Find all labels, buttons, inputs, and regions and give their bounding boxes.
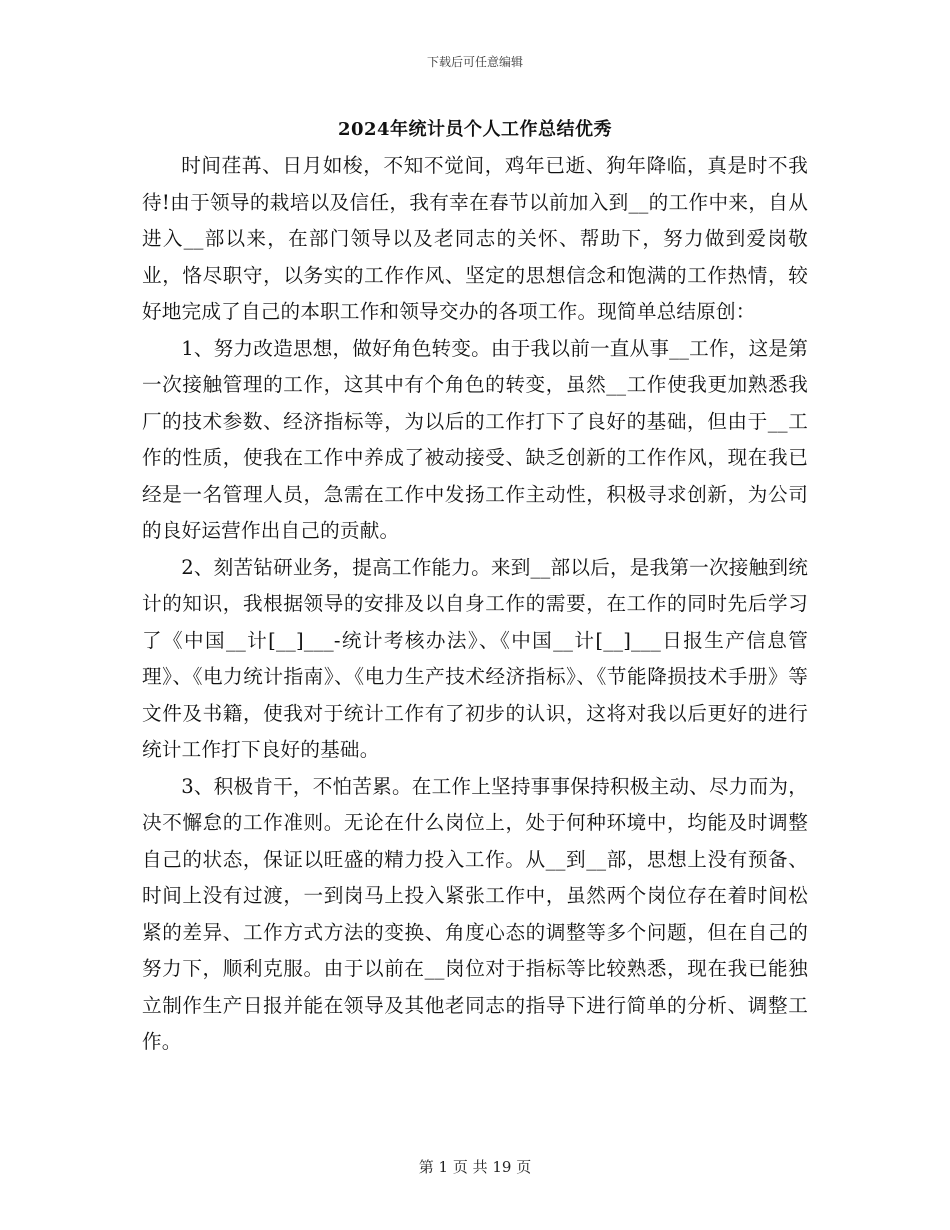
paragraph-point-3: 3、积极肯干，不怕苦累。在工作上坚持事事保持积极主动、尽力而为，决不懈怠的工作准则。无论在什么岗位上，处于何种环境中，均能及时调整自己的状态，保证以旺盛的精力投入工作。从__到__部，思想上没有预备、时间上没有过渡，一到岗马上投入紧张工作中，虽然两个岗位存在着时间松紧的差异、工作方式方法的变换、角度心态的调整等多个问题，但在自己的努力下，顺利克服。由于以前在__岗位对于指标等比较熟悉，现在我已能独立制作生产日报并能在领导及其他老同志的指导下进行简单的分析、调整工作。 xyxy=(142,774,808,1053)
paragraph-point-1: 1、努力改造思想，做好角色转变。由于我以前一直从事__工作，这是第一次接触管理的工作，这其中有个角色的转变，虽然__工作使我更加熟悉我厂的技术参数、经济指标等，为以后的工作打下了良好的基础，但由于__工作的性质，使我在工作中养成了被动接受、缺乏创新的工作作风，现在我已经是一名管理人员，急需在工作中发扬工作主动性，积极寻求创新，为公司的良好运营作出自己的贡献。 xyxy=(142,336,808,542)
paragraph-intro: 时间荏苒、日月如梭，不知不觉间，鸡年已逝、狗年降临，真是时不我待!由于领导的栽培以及信任，我有幸在春节以前加入到__的工作中来，自从进入__部以来，在部门领导以及老同志的关怀、帮助下，努力做到爱岗敬业，恪尽职守，以务实的工作作风、坚定的思想信念和饱满的工作热情，较好地完成了自己的本职工作和领导交办的各项工作。现简单总结原创： xyxy=(142,154,808,323)
document-body xyxy=(142,148,808,1061)
page-header-note: 下载后可任意编辑 xyxy=(426,55,523,69)
document-title: 2024年统计员个人工作总结优秀 xyxy=(337,119,613,140)
paragraph-point-2: 2、刻苦钻研业务，提高工作能力。来到__部以后，是我第一次接触到统计的知识，我根据领导的安排及以自身工作的需要，在工作的同时先后学习了《中国__计[__]___-统计考核办法》、《中国__计[__]___日报生产信息管理》、《电力统计指南》、《电力生产技术经济指标》、《节能降损技术手册》等文件及书籍，使我对于统计工作有了初步的认识，这将对我以后更好的进行统计工作打下良好的基础。 xyxy=(142,555,808,761)
page-number: 第 1 页 共 19 页 xyxy=(418,1158,532,1176)
